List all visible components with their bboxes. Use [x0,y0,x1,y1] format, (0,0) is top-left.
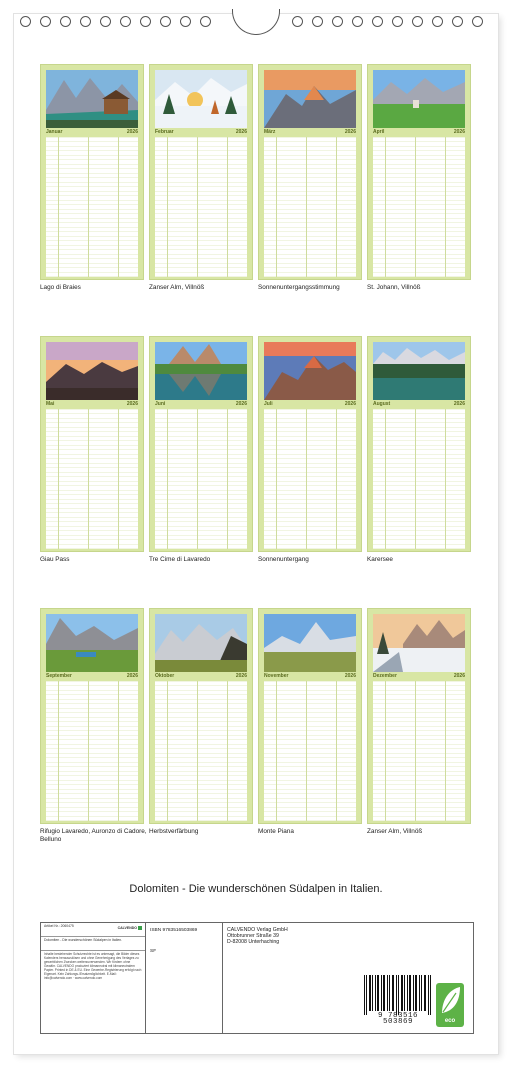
month-year: 2026 [235,129,247,135]
planner-grid [46,681,138,821]
month-year: 2026 [126,129,138,135]
binding-hole [372,16,383,27]
photo-caption: Rifugio Lavaredo, Auronzo di Cadore, Belluno [40,828,147,843]
binding-hole [180,16,191,27]
month-year: 2026 [235,401,247,407]
photo-caption: Monte Piana [258,828,294,835]
planner-grid [155,681,247,821]
planner-grid [264,137,356,277]
month-name: Juni [155,401,166,407]
binding-hole [452,16,463,27]
calendar-title: Dolomiten - Die wunderschönen Südalpen in Italien. [129,883,383,895]
month-year: 2026 [235,673,247,679]
binding-hole [472,16,483,27]
binding-hole [160,16,171,27]
month-photo [155,614,247,672]
month-photo [373,70,465,128]
month-year: 2026 [126,673,138,679]
photo-caption: Sonnenuntergangsstimmung [258,284,340,291]
month-name: August [373,401,391,407]
month-year: 2026 [344,401,356,407]
month-frame [367,64,471,280]
photo-caption: Herbstverfärbung [149,828,199,835]
binding-hole [200,16,211,27]
barcode [362,975,434,1025]
month-frame [40,608,144,824]
month-header [264,129,356,136]
month-photo [264,342,356,400]
barcode-number: 9 783516 503869 [377,1012,418,1026]
planner-grid [264,409,356,549]
month-header [46,129,138,136]
month-header [373,673,465,680]
publisher-name: CALVENDO Verlag GmbH [227,927,288,933]
binding-hole [312,16,323,27]
month-photo [373,342,465,400]
sf-code: SF [150,949,157,954]
month-name: März [264,129,276,135]
photo-caption: Zanser Alm, Villnöß [367,828,423,835]
month-year: 2026 [453,129,465,135]
publisher-city: D-82008 Unterhaching [227,939,280,945]
month-photo [264,70,356,128]
month-photo [46,70,138,128]
month-header [46,673,138,680]
binding-hole [432,16,443,27]
month-photo [264,614,356,672]
month-frame [367,608,471,824]
month-name: September [46,673,72,679]
month-header [155,401,247,408]
month-name: Februar [155,129,174,135]
month-name: Dezember [373,673,397,679]
binding-hole [332,16,343,27]
binding-hole [40,16,51,27]
imprint-isbn-column [147,923,223,1033]
planner-grid [373,681,465,821]
imprint-title: Dolomiten - Die wunderschönen Südalpen in Italien. [41,937,145,951]
month-photo [373,614,465,672]
publisher-street: Ottobrunner Straße 39 [227,933,279,939]
month-photo [155,70,247,128]
binding-hole [352,16,363,27]
planner-grid [373,137,465,277]
photo-caption: Sonnenuntergang [258,556,309,563]
month-frame [258,336,362,552]
month-photo [155,342,247,400]
month-photo [46,614,138,672]
imprint-box [40,922,474,1034]
binding-hole [100,16,111,27]
month-header [264,401,356,408]
binding-hole [292,16,303,27]
planner-grid [155,137,247,277]
month-frame [149,608,253,824]
photo-caption: St. Johann, Villnöß [367,284,421,291]
month-header [373,401,465,408]
imprint-article-row [41,923,145,937]
photo-caption: Zanser Alm, Villnöß [149,284,205,291]
month-header [155,673,247,680]
imprint-publisher-column [224,923,474,1033]
photo-caption: Giau Pass [40,556,70,563]
month-year: 2026 [344,129,356,135]
month-year: 2026 [453,401,465,407]
month-header [46,401,138,408]
month-grid [40,64,472,854]
binding-hole [60,16,71,27]
imprint-info-column [41,923,146,1033]
photo-caption: Tre Cime di Lavaredo [149,556,211,563]
month-header [264,673,356,680]
month-name: April [373,129,385,135]
imprint-notes: Inhalte bestehender Schutzrechte ist es untersagt, die Bilder dieses Kalenders herauszulösen und ohne Genehmigung des Verlages zu gewerblichen Zwecken weiterzuverwenden. Wir fördern ohne Gewähr. CALVENDO produziert klimaneutral mit klimaneutralem Papier. Printed in DE & EU. Eine Gewerbe-Registrierung erfolgt nach Eigenart. Kein Zahlungs-/Ersatzmöglichkeit. E-Mail: info@calvendo.com · www.calvendo.com [44,952,142,980]
isbn: ISBN 9783516503869 [150,928,198,933]
binding-hole [412,16,423,27]
binding-hole [80,16,91,27]
planner-grid [373,409,465,549]
planner-grid [46,409,138,549]
month-year: 2026 [453,673,465,679]
month-frame [40,64,144,280]
month-name: Oktober [155,673,175,679]
planner-grid [46,137,138,277]
calvendo-logo: CALVENDO [112,926,142,932]
eco-label: eco [444,1018,456,1024]
month-name: November [264,673,289,679]
month-frame [258,608,362,824]
binding-hole [140,16,151,27]
barcode-bars [362,975,434,1015]
month-photo [46,342,138,400]
month-header [155,129,247,136]
month-frame [40,336,144,552]
binding-hole [120,16,131,27]
month-header [373,129,465,136]
month-frame [367,336,471,552]
month-name: Mai [46,401,55,407]
month-year: 2026 [126,401,138,407]
planner-grid [155,409,247,549]
month-year: 2026 [344,673,356,679]
month-frame [149,336,253,552]
month-name: Januar [46,129,63,135]
binding-hole [20,16,31,27]
binding-hole [392,16,403,27]
planner-grid [264,681,356,821]
photo-caption: Karersee [367,556,393,563]
month-frame [149,64,253,280]
month-frame [258,64,362,280]
eco-badge [436,983,464,1027]
leaf-icon [436,983,464,1017]
month-name: Juli [264,401,273,407]
photo-caption: Lago di Braies [40,284,81,291]
article-number: Artikel Nr.: 2060475 [44,924,74,928]
